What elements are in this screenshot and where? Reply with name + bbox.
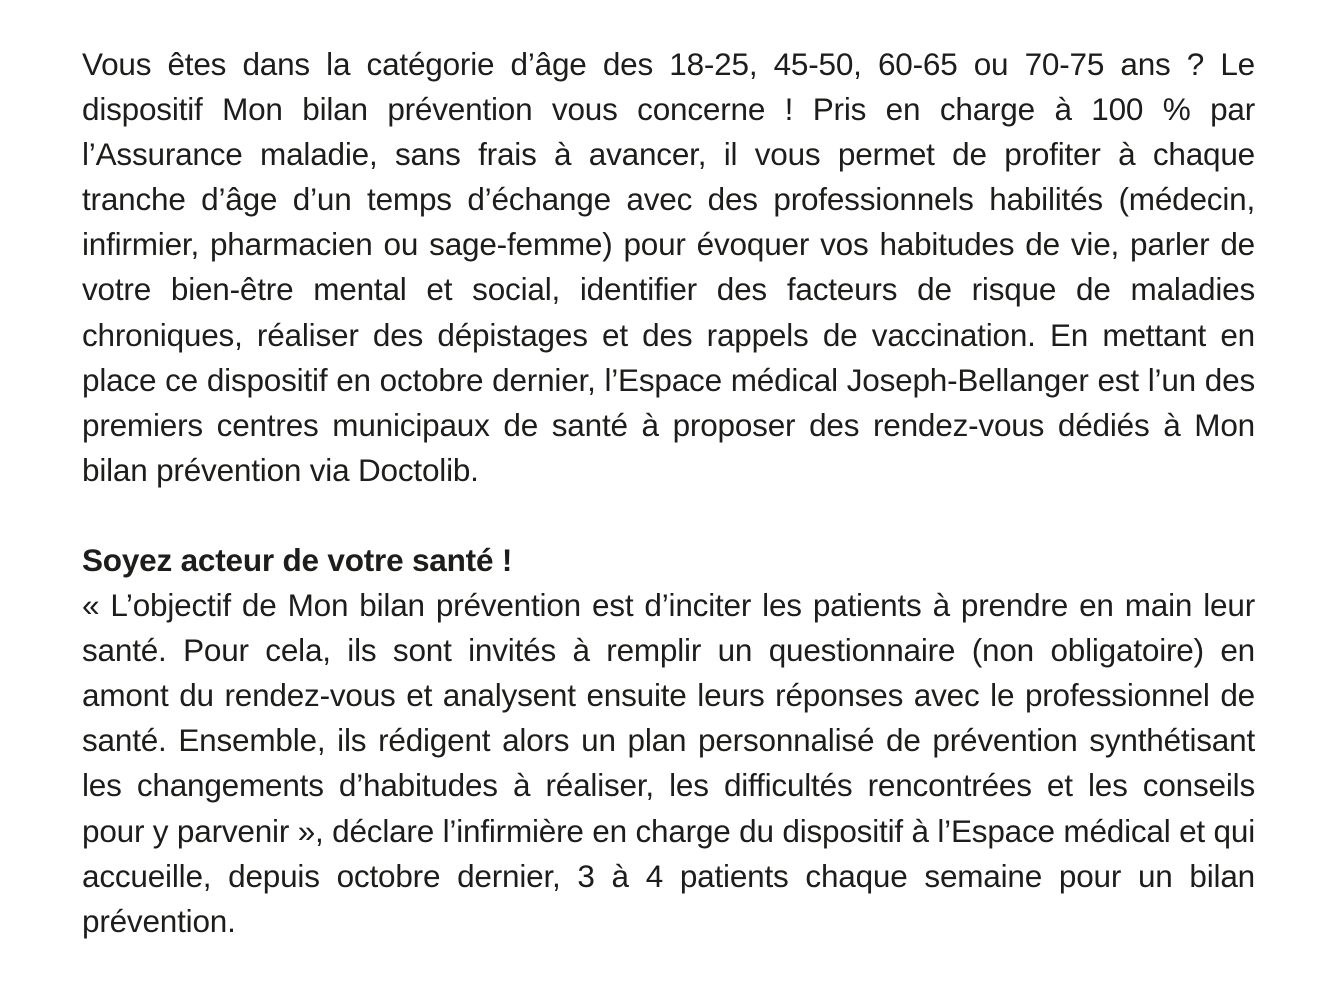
section-heading: Soyez acteur de votre santé !: [82, 541, 513, 578]
quote-paragraph: « L’objectif de Mon bilan prévention est d’inciter les patients à prendre en main leur santé. Pour cela, ils sont invités à remplir un questionnaire (non obligatoire) en amont du rendez-vous et analysent ensuite leurs réponses avec le professionnel de santé. Ensemble, ils rédigent alors un plan personnalisé de prévention synthétisant les changements d’habitudes à réaliser, les difficultés rencontrées et les conseils pour y parvenir », déclare l’infirmière en charge du dispositif à l’Espace médical et qui accueille, depuis octobre dernier, 3 à 4 patients chaque semaine pour un bilan prévention.: [82, 587, 1255, 939]
intro-paragraph: Vous êtes dans la catégorie d’âge des 18-25, 45-50, 60-65 ou 70-75 ans ? Le dispositif Mon bilan prévention vous concerne ! Pris en charge à 100 % par l’Assurance maladie, sans frais à avancer, il vous permet de profiter à chaque tranche d’âge d’un temps d’échange avec des professionnels habilités (médecin, infirmier, pharmacien ou sage-femme) pour évoquer vos habitudes de vie, parler de votre bien-être mental et social, identifier des facteurs de risque de maladies chroniques, réaliser des dépistages et des rappels de vaccination. En mettant en place ce dispositif en octobre dernier, l’Espace médical Joseph-Bellanger est l’un des premiers centres municipaux de santé à proposer des rendez-vous dédiés à Mon bilan prévention via Doctolib.: [82, 46, 1255, 488]
article-body: [82, 42, 1255, 944]
paragraph-spacer: [82, 493, 1255, 538]
